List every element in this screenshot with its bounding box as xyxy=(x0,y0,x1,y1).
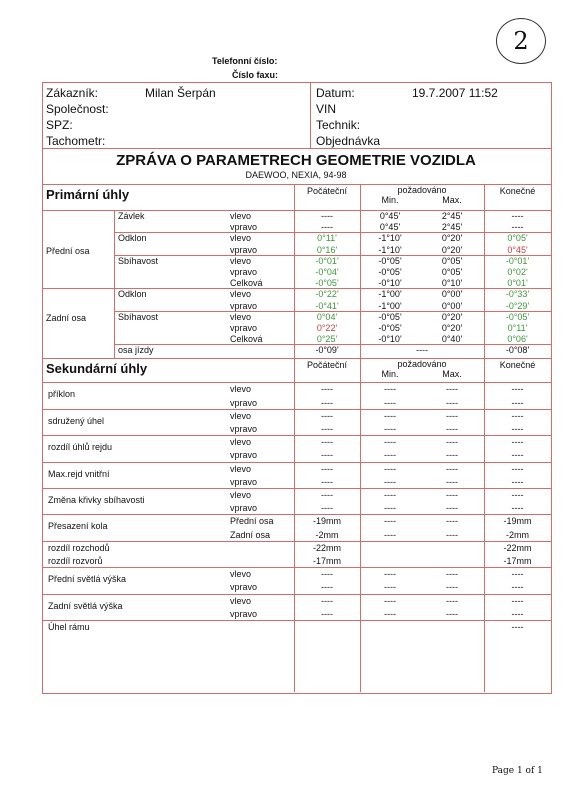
phone-label: Telefonní číslo: xyxy=(212,56,278,66)
customer-value: Milan Šerpán xyxy=(145,86,216,100)
secondary-final: ---- xyxy=(511,410,524,421)
col-initial-header: Počáteční xyxy=(306,360,348,371)
secondary-side-label: vlevo xyxy=(230,463,252,474)
secondary-final: ---- xyxy=(511,437,524,448)
initial-value: 0°22' xyxy=(316,323,338,333)
secondary-max: ---- xyxy=(446,410,458,421)
secondary-row-label: Zadní světlá výška xyxy=(48,600,123,611)
secondary-side-label: Přední osa xyxy=(230,516,274,527)
secondary-max: ---- xyxy=(446,490,458,500)
secondary-row-label: Změna křivky sbíhavosti xyxy=(48,495,145,505)
max-value: 0°40' xyxy=(441,334,463,345)
secondary-side-label: vpravo xyxy=(230,397,258,408)
secondary-initial: ---- xyxy=(321,424,333,434)
front-axle-label: Přední osa xyxy=(46,245,90,256)
secondary-side-label: vlevo xyxy=(230,437,252,448)
secondary-initial: -19mm xyxy=(312,516,341,527)
spz-label: SPZ: xyxy=(46,118,73,132)
row-group-label: Odklon xyxy=(118,233,147,244)
row-group-label: Sbíhavost xyxy=(118,255,159,266)
secondary-max: ---- xyxy=(446,450,458,461)
secondary-max: ---- xyxy=(446,437,458,448)
secondary-final: ---- xyxy=(511,582,524,593)
secondary-final: ---- xyxy=(511,397,524,408)
min-value: -0°10' xyxy=(378,278,402,289)
rear-axle-label: Zadní osa xyxy=(46,313,87,324)
secondary-initial: ---- xyxy=(321,608,333,619)
initial-value: 0°11' xyxy=(317,233,337,244)
secondary-row-label: Přední světlá výška xyxy=(48,574,127,585)
secondary-row-label: Úhel rámu xyxy=(48,622,90,632)
secondary-row-label: sdružený úhel xyxy=(48,415,105,426)
initial-value: 0°04' xyxy=(316,311,338,322)
final-value: ---- xyxy=(511,222,524,233)
secondary-max: ---- xyxy=(446,595,458,606)
secondary-section-title: Sekundární úhly xyxy=(46,361,148,377)
secondary-initial: ---- xyxy=(321,410,333,421)
row-side-label: vlevo xyxy=(230,233,252,244)
date-label: Datum: xyxy=(316,86,355,100)
secondary-final: ---- xyxy=(511,622,524,632)
row-side-label: vpravo xyxy=(230,300,258,311)
secondary-final: ---- xyxy=(511,450,524,461)
min-value: -0°10' xyxy=(378,334,402,345)
final-value: 0°06' xyxy=(507,334,528,345)
secondary-initial: ---- xyxy=(321,437,333,448)
row-side-label: vpravo xyxy=(230,244,258,255)
thrust-initial: -0°09' xyxy=(315,345,339,356)
final-value: 0°05' xyxy=(507,233,528,244)
max-value: 2°45' xyxy=(441,211,463,221)
final-value: -0°33' xyxy=(505,289,530,300)
secondary-min: ---- xyxy=(384,437,396,448)
secondary-min: ---- xyxy=(384,569,396,580)
initial-value: 0°25' xyxy=(316,334,338,345)
technician-label: Technik: xyxy=(316,118,361,132)
secondary-initial: -22mm xyxy=(312,542,341,553)
row-side-label: Celková xyxy=(230,334,263,345)
secondary-side-label: vpravo xyxy=(230,582,258,593)
secondary-initial: ---- xyxy=(321,569,333,580)
row-side-label: vlevo xyxy=(230,311,252,322)
final-value: 0°45' xyxy=(507,244,528,255)
col-min-header: Min. xyxy=(381,369,399,380)
secondary-max: ---- xyxy=(446,424,458,434)
secondary-max: ---- xyxy=(446,397,458,408)
primary-section-title: Primární úhly xyxy=(46,187,130,202)
secondary-side-label: vlevo xyxy=(230,569,252,580)
secondary-side-label: Zadní osa xyxy=(230,529,271,540)
secondary-min: ---- xyxy=(384,410,396,421)
secondary-min: ---- xyxy=(384,490,396,500)
final-value: 0°02' xyxy=(507,267,528,277)
secondary-final: ---- xyxy=(511,424,524,434)
final-value: -0°01' xyxy=(505,255,530,266)
secondary-max: ---- xyxy=(446,582,458,593)
secondary-row-label: rozdíl rozchodů xyxy=(48,542,110,553)
secondary-min: ---- xyxy=(384,503,396,514)
row-group-label: Odklon xyxy=(118,289,147,300)
min-value: 0°45' xyxy=(379,222,401,233)
final-value: -0°29' xyxy=(505,300,530,311)
secondary-final: -22mm xyxy=(503,542,532,553)
final-value: 0°11' xyxy=(507,323,528,333)
initial-value: -0°04' xyxy=(315,267,339,277)
initial-value: -0°01' xyxy=(315,255,339,266)
secondary-final: ---- xyxy=(511,490,524,500)
initial-value: ---- xyxy=(321,222,333,233)
max-value: 0°20' xyxy=(441,244,463,255)
max-value: 0°00' xyxy=(441,300,463,311)
secondary-row-label: Přesazení kola xyxy=(48,521,108,532)
secondary-initial: ---- xyxy=(321,476,333,487)
row-side-label: Celková xyxy=(230,278,263,289)
secondary-max: ---- xyxy=(446,503,458,514)
min-value: -0°05' xyxy=(378,323,402,333)
secondary-max: ---- xyxy=(446,384,458,395)
min-value: -1°10' xyxy=(378,233,402,244)
col-initial-header: Počáteční xyxy=(306,186,348,196)
date-value: 19.7.2007 11:52 xyxy=(412,86,498,100)
secondary-final: ---- xyxy=(511,608,524,619)
max-value: 0°20' xyxy=(441,323,463,333)
secondary-side-label: vpravo xyxy=(230,450,258,461)
min-value: -0°05' xyxy=(378,267,402,277)
secondary-min: ---- xyxy=(384,463,396,474)
secondary-initial: -2mm xyxy=(315,529,339,540)
secondary-min: ---- xyxy=(384,384,396,395)
secondary-row-label: příklon xyxy=(48,389,76,400)
secondary-min: ---- xyxy=(384,529,396,540)
col-required-header: požadováno xyxy=(397,185,447,195)
secondary-min: ---- xyxy=(384,582,396,593)
thrust-final: -0°08' xyxy=(505,345,530,356)
row-side-label: vpravo xyxy=(230,222,258,233)
secondary-side-label: vpravo xyxy=(230,476,258,487)
col-min-header: Min. xyxy=(381,195,399,205)
secondary-side-label: vpravo xyxy=(230,424,258,434)
final-value: -0°05' xyxy=(505,311,530,322)
secondary-row-label: Max.rejd vnitřní xyxy=(48,468,110,479)
initial-value: ---- xyxy=(321,211,333,221)
company-label: Společnost: xyxy=(46,102,109,116)
secondary-initial: ---- xyxy=(321,582,333,593)
col-required-header: požadováno xyxy=(397,359,447,370)
initial-value: -0°22' xyxy=(315,289,339,300)
secondary-max: ---- xyxy=(446,516,458,527)
secondary-max: ---- xyxy=(446,463,458,474)
thrust-required: ---- xyxy=(416,345,428,356)
secondary-initial: ---- xyxy=(321,450,333,461)
secondary-min: ---- xyxy=(384,450,396,461)
max-value: 0°00' xyxy=(441,289,463,300)
secondary-final: ---- xyxy=(511,463,524,474)
initial-value: -0°41' xyxy=(315,300,339,311)
secondary-initial: ---- xyxy=(321,490,333,500)
min-value: -1°00' xyxy=(378,289,402,300)
secondary-min: ---- xyxy=(384,476,396,487)
fax-label: Číslo faxu: xyxy=(232,70,279,80)
secondary-min: ---- xyxy=(384,516,396,527)
max-value: 0°10' xyxy=(441,278,463,289)
row-group-label: Sbíhavost xyxy=(118,311,159,322)
thrust-axis-label: osa jízdy xyxy=(118,345,154,356)
col-max-header: Max. xyxy=(442,369,462,380)
secondary-max: ---- xyxy=(446,529,458,540)
secondary-max: ---- xyxy=(446,608,458,619)
row-side-label: vpravo xyxy=(230,267,258,277)
initial-value: 0°16' xyxy=(316,244,338,255)
final-value: ---- xyxy=(511,211,524,221)
order-label: Objednávka xyxy=(316,134,381,148)
secondary-side-label: vlevo xyxy=(230,410,252,421)
secondary-min: ---- xyxy=(384,397,396,408)
max-value: 2°45' xyxy=(441,222,463,233)
secondary-row-label: rozdíl rozvorů xyxy=(48,556,103,566)
secondary-side-label: vlevo xyxy=(230,384,252,395)
secondary-final: -2mm xyxy=(506,529,529,540)
handwritten-page-number: 2 xyxy=(496,18,546,64)
secondary-initial: ---- xyxy=(321,503,333,514)
secondary-final: ---- xyxy=(511,503,524,514)
vehicle-model: DAEWOO, NEXIA, 94-98 xyxy=(245,170,347,180)
min-value: -1°10' xyxy=(378,244,402,255)
secondary-side-label: vlevo xyxy=(230,490,252,500)
secondary-initial: ---- xyxy=(321,397,333,408)
min-value: 0°45' xyxy=(379,211,401,221)
final-value: 0°01' xyxy=(507,278,528,289)
row-side-label: vlevo xyxy=(230,289,252,300)
page-footer: Page 1 of 1 xyxy=(492,766,543,776)
max-value: 0°20' xyxy=(441,311,463,322)
secondary-max: ---- xyxy=(446,569,458,580)
secondary-initial: ---- xyxy=(321,384,333,395)
row-group-label: Závlek xyxy=(118,211,145,221)
secondary-final: ---- xyxy=(511,384,524,395)
secondary-min: ---- xyxy=(384,608,396,619)
max-value: 0°05' xyxy=(441,255,463,266)
max-value: 0°20' xyxy=(441,233,463,244)
secondary-max: ---- xyxy=(446,476,458,487)
secondary-initial: -17mm xyxy=(312,556,341,566)
min-value: -1°00' xyxy=(378,300,402,311)
report-title: ZPRÁVA O PARAMETRECH GEOMETRIE VOZIDLA xyxy=(116,152,476,169)
row-side-label: vlevo xyxy=(230,211,252,221)
initial-value: -0°05' xyxy=(315,278,339,289)
tachometer-label: Tachometr: xyxy=(46,134,106,148)
secondary-side-label: vpravo xyxy=(230,608,258,619)
max-value: 0°05' xyxy=(441,267,463,277)
secondary-final: ---- xyxy=(511,476,524,487)
secondary-final: -17mm xyxy=(503,556,532,566)
secondary-min: ---- xyxy=(384,424,396,434)
secondary-row-label: rozdíl úhlů rejdu xyxy=(48,442,113,453)
secondary-final: -19mm xyxy=(503,516,532,527)
min-value: -0°05' xyxy=(378,311,402,322)
col-max-header: Max. xyxy=(442,195,462,205)
secondary-side-label: vlevo xyxy=(230,595,252,606)
secondary-min: ---- xyxy=(384,595,396,606)
vin-label: VIN xyxy=(316,102,337,116)
col-final-header: Konečné xyxy=(499,186,536,196)
secondary-initial: ---- xyxy=(321,595,333,606)
secondary-final: ---- xyxy=(511,569,524,580)
customer-label: Zákazník: xyxy=(46,86,99,100)
secondary-final: ---- xyxy=(511,595,524,606)
row-side-label: vlevo xyxy=(230,255,252,266)
row-side-label: vpravo xyxy=(230,323,258,333)
col-final-header: Konečné xyxy=(499,360,536,371)
secondary-side-label: vpravo xyxy=(230,503,258,514)
min-value: -0°05' xyxy=(378,255,402,266)
secondary-initial: ---- xyxy=(321,463,333,474)
